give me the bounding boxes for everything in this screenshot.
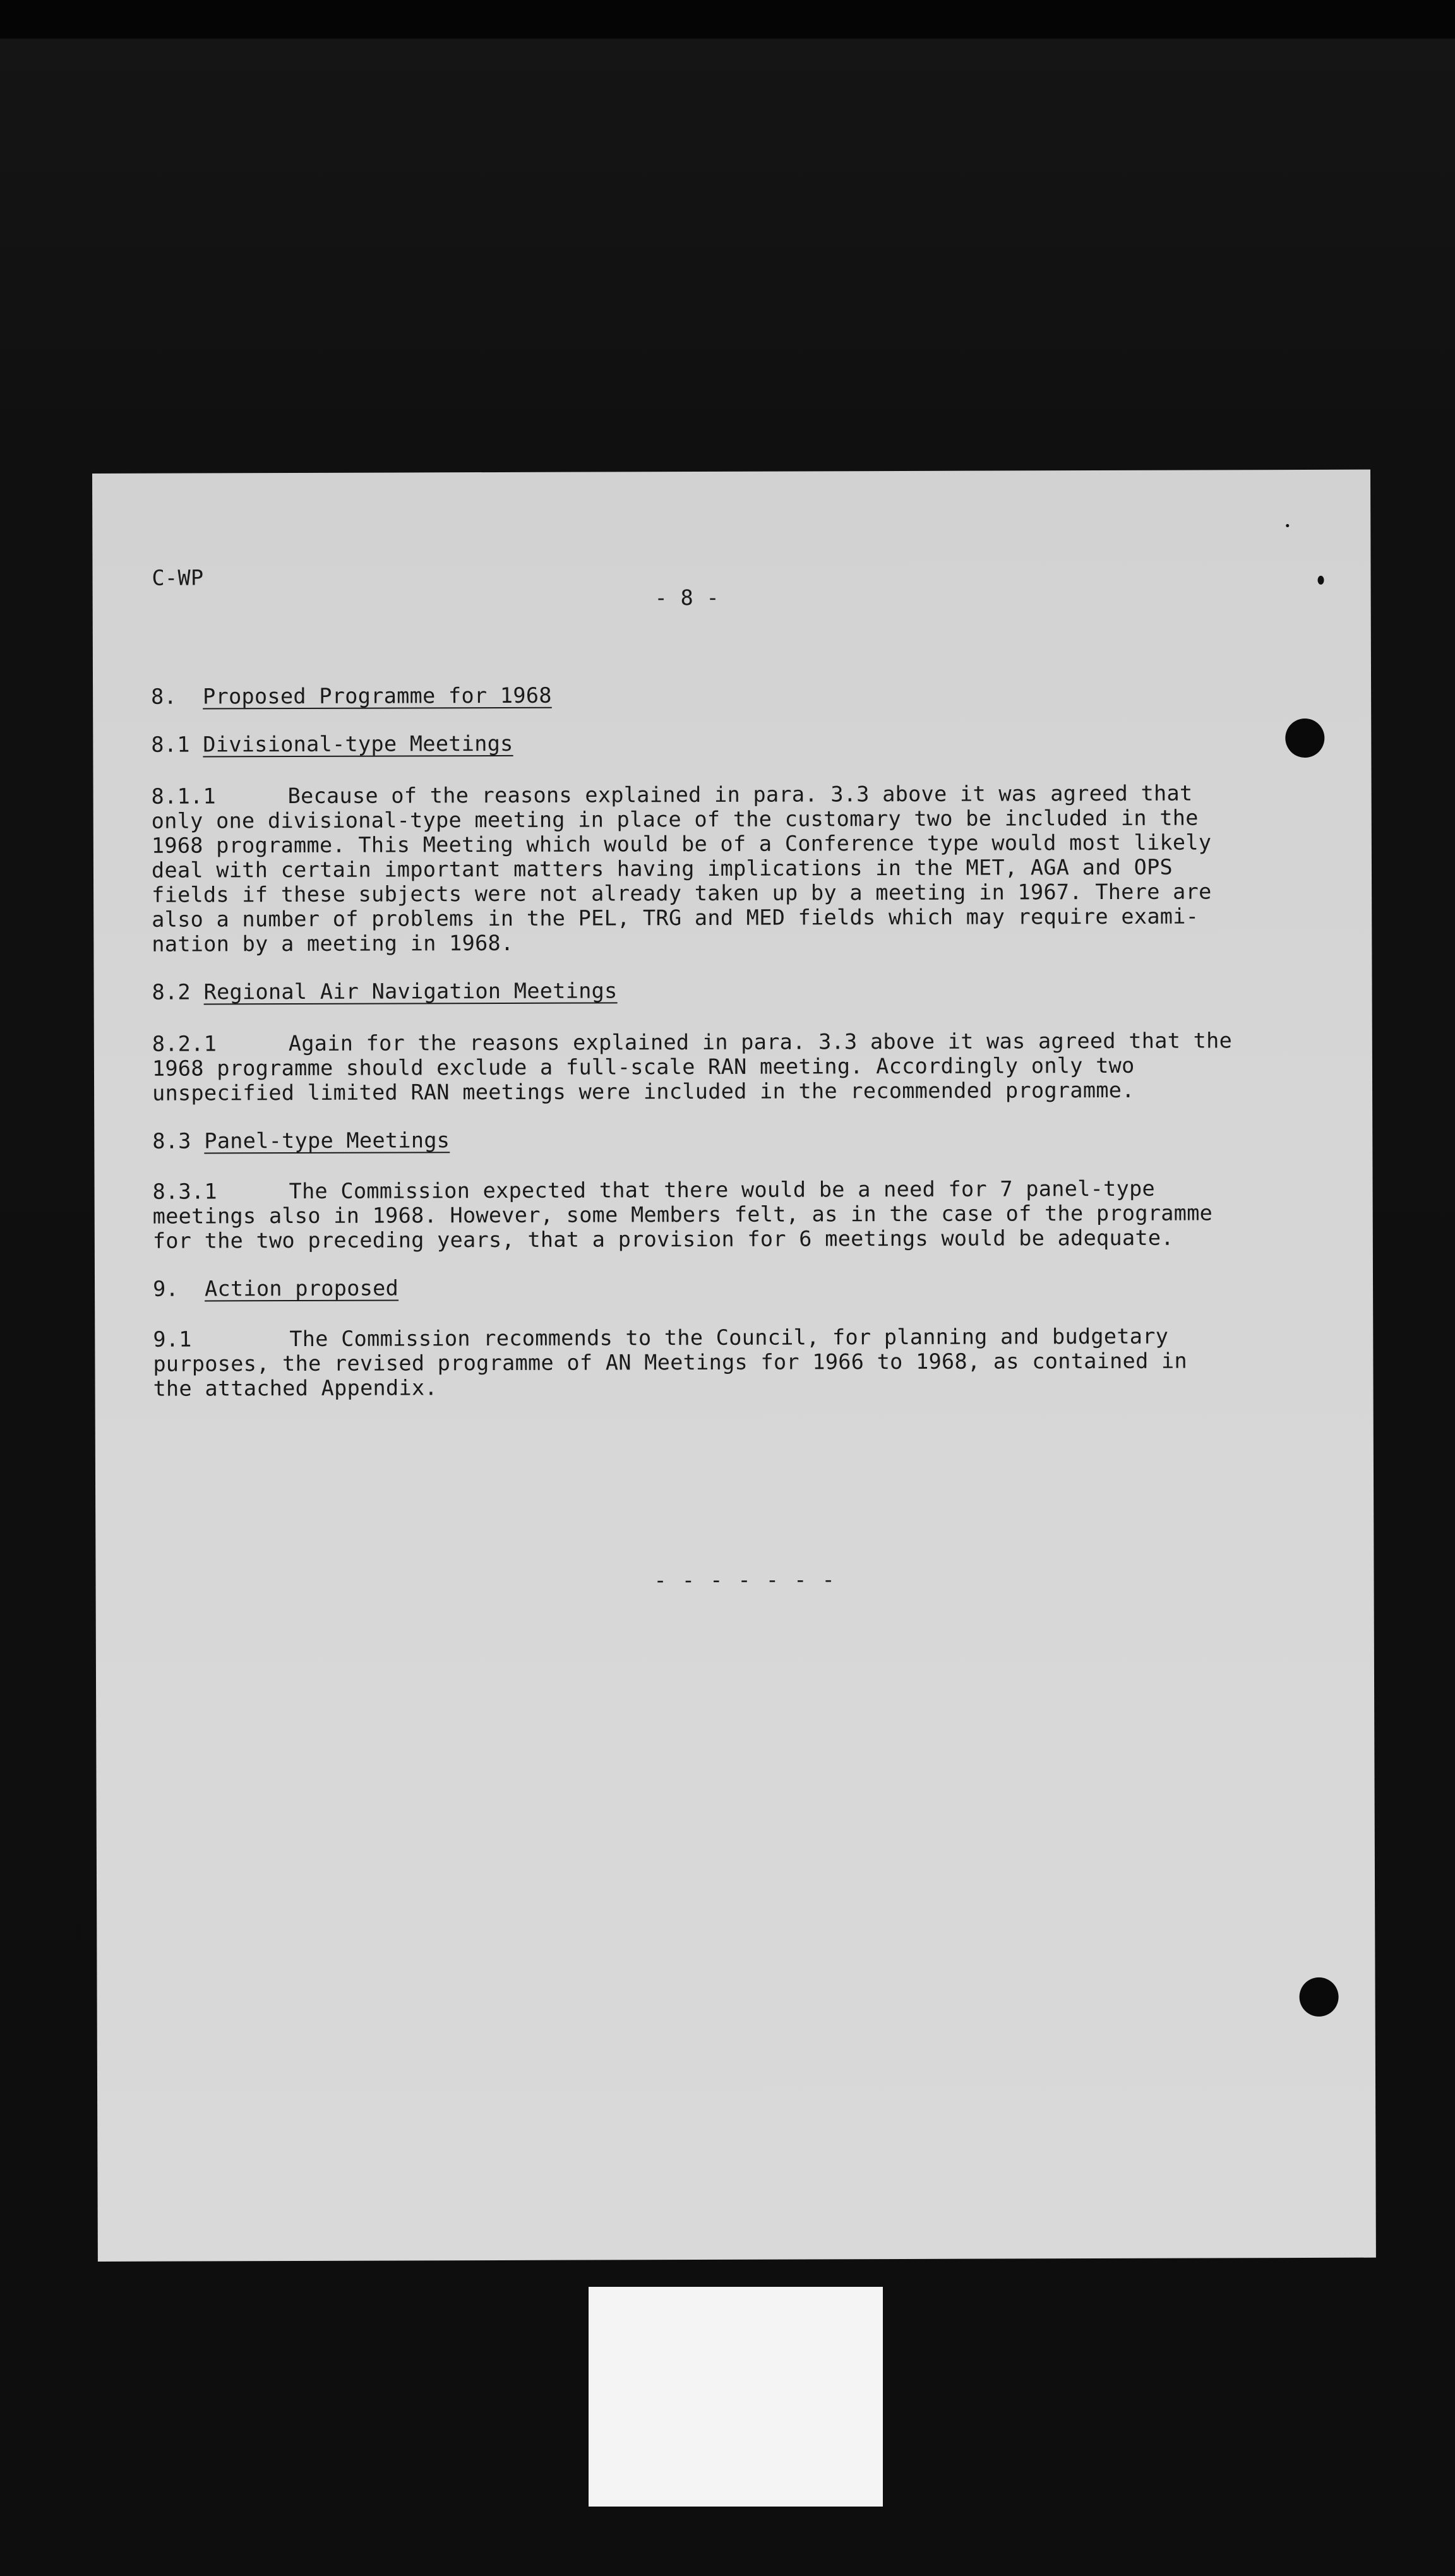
speck bbox=[1286, 524, 1289, 527]
para-8-1-1-line: 1968 programme. This Meeting which would be of a Conference type would most likely bbox=[151, 830, 1212, 858]
para-9-1-line: The Commission recommends to the Council, for planning and budgetary bbox=[289, 1323, 1169, 1352]
section-8-1-title: Divisional-type Meetings bbox=[203, 730, 513, 757]
para-8-1-1-line: only one divisional-type meeting in place of the customary two be included in the bbox=[151, 805, 1199, 833]
para-8-1-1-line: Because of the reasons explained in para. 3.3 above it was agreed that bbox=[287, 780, 1193, 809]
para-8-2-1-number: 8.2.1 bbox=[152, 1031, 217, 1056]
section-8-number: 8. bbox=[151, 684, 177, 709]
para-8-1-1-number: 8.1.1 bbox=[151, 784, 217, 809]
section-8-2-title: Regional Air Navigation Meetings bbox=[203, 978, 618, 1005]
section-9-title: Action proposed bbox=[204, 1275, 399, 1301]
page-number: - 8 - bbox=[654, 585, 720, 611]
punch-hole bbox=[1285, 719, 1324, 758]
section-9-number: 9. bbox=[152, 1276, 179, 1301]
para-8-2-1-line: Again for the reasons explained in para. 3.3 above it was agreed that the bbox=[288, 1028, 1233, 1056]
document-page bbox=[92, 470, 1376, 2262]
white-card bbox=[589, 2287, 883, 2507]
para-9-1-line: purposes, the revised programme of AN Meetings for 1966 to 1968, as contained in bbox=[153, 1348, 1187, 1376]
section-8-3-number: 8.3 bbox=[152, 1128, 191, 1154]
para-9-1-line: the attached Appendix. bbox=[153, 1375, 438, 1401]
para-8-1-1-line: fields if these subjects were not already taken up by a meeting in 1967. There are bbox=[152, 879, 1212, 907]
section-8-2-number: 8.2 bbox=[152, 979, 191, 1005]
section-8-title: Proposed Programme for 1968 bbox=[203, 683, 552, 709]
section-8-1-number: 8.1 bbox=[151, 732, 190, 757]
para-8-2-1-line: 1968 programme should exclude a full-scale RAN meeting. Accordingly only two bbox=[152, 1052, 1135, 1081]
para-8-3-1-line: for the two preceding years, that a provision for 6 meetings would be adequate. bbox=[152, 1225, 1174, 1253]
speck bbox=[1318, 576, 1324, 585]
para-8-1-1-line: also a number of problems in the PEL, TRG and MED fields which may require exami- bbox=[152, 903, 1199, 932]
para-9-1-number: 9.1 bbox=[153, 1327, 192, 1352]
para-8-1-1-line: nation by a meeting in 1968. bbox=[152, 930, 514, 957]
document-code: C-WP bbox=[152, 565, 204, 590]
para-8-1-1-line: deal with certain important matters having implications in the MET, AGA and OPS bbox=[151, 854, 1173, 883]
para-8-3-1-line: meetings also in 1968. However, some Members felt, as in the case of the programme bbox=[152, 1200, 1213, 1229]
section-8-3-title: Panel-type Meetings bbox=[204, 1128, 450, 1154]
para-8-3-1-number: 8.3.1 bbox=[152, 1179, 217, 1204]
punch-hole bbox=[1299, 1977, 1338, 2017]
end-marker: - - - - - - - bbox=[654, 1567, 836, 1593]
para-8-3-1-line: The Commission expected that there would be a need for 7 panel-type bbox=[289, 1176, 1156, 1204]
para-8-2-1-line: unspecified limited RAN meetings were included in the recommended programme. bbox=[152, 1077, 1135, 1106]
